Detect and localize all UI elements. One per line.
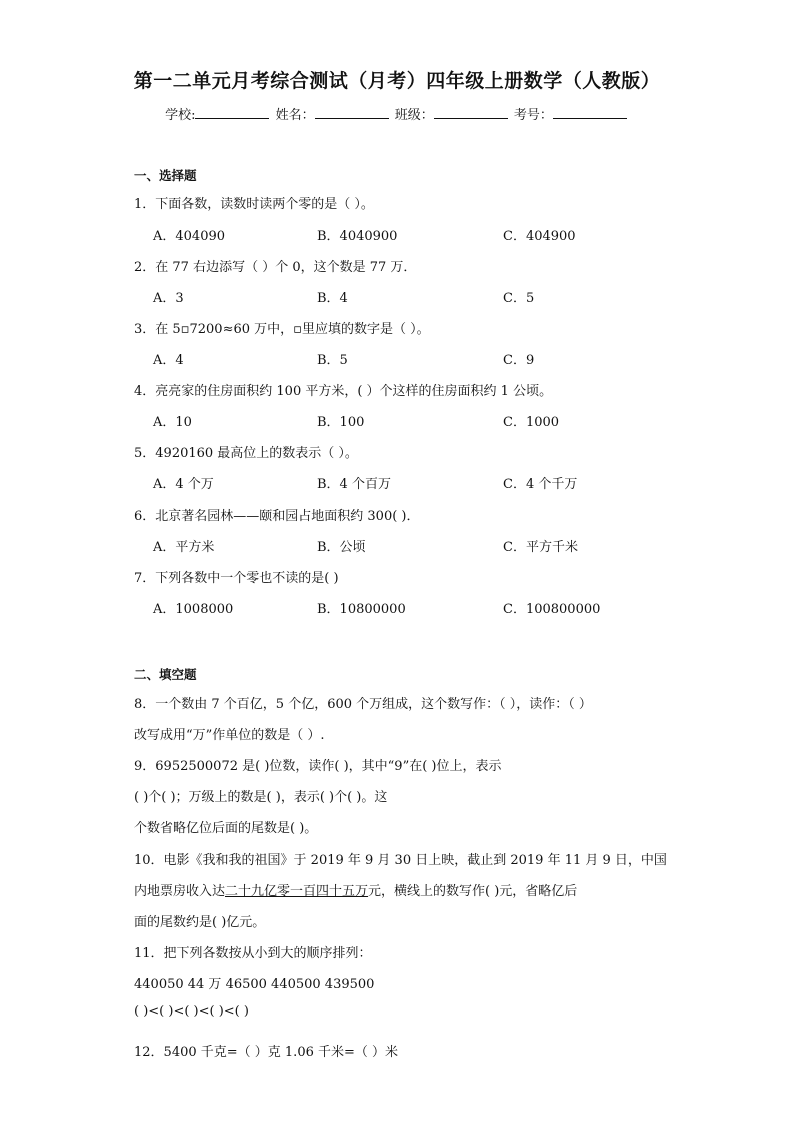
question-11-stem: 11．把下列各数按从小到大的顺序排列： bbox=[134, 946, 372, 961]
option-c[interactable]: C．平方千米 bbox=[503, 540, 578, 555]
question-10-text: 元，横线上的数写作( )元，省略亿后 bbox=[368, 884, 578, 899]
question-stem: 7．下列各数中一个零也不读的是( ) bbox=[134, 571, 339, 586]
question-stem: 6．北京著名园林——颐和园占地面积约 300( )． bbox=[134, 509, 420, 524]
name-blank[interactable] bbox=[315, 105, 389, 119]
school-label: 学校: bbox=[165, 108, 196, 123]
question-10-line-2 bbox=[134, 880, 577, 899]
question-8-line-2: 改写成用“万”作单位的数是（ ）. bbox=[134, 728, 325, 743]
option-b[interactable]: B．4040900 bbox=[317, 229, 398, 244]
question-stem: 3．在 5▫7200≈60 万中，▫里应填的数字是（ ）。 bbox=[134, 322, 430, 337]
school-blank[interactable] bbox=[195, 105, 269, 119]
question-9-line-3: 个数省略亿位后面的尾数是( )。 bbox=[134, 821, 318, 836]
question-11-order: ( )<( )<( )<( )<( ) bbox=[134, 1004, 249, 1019]
option-b[interactable]: B．公顷 bbox=[317, 540, 366, 555]
option-b[interactable]: B．5 bbox=[317, 353, 348, 368]
question-9-line-2: ( )个( )；万级上的数是( )，表示( )个( )。这 bbox=[134, 790, 388, 805]
question-stem: 2．在 77 右边添写（ ）个 0，这个数是 77 万． bbox=[134, 260, 417, 275]
question-9-line-1: 9．6952500072 是( )位数，读作( )，其中“9”在( )位上，表示 bbox=[134, 759, 502, 774]
option-c[interactable]: C．100800000 bbox=[503, 602, 601, 617]
question-12: 12．5400 千克=（ ）克 1.06 千米=（ ）米 bbox=[134, 1045, 399, 1060]
question-10-line-3: 面的尾数约是( )亿元。 bbox=[134, 915, 266, 930]
option-b[interactable]: B．10800000 bbox=[317, 602, 406, 617]
section-heading-choice: 一、选择题 bbox=[134, 168, 197, 183]
class-blank[interactable] bbox=[434, 105, 508, 119]
underlined-number: 二十九亿零一百四十五万 bbox=[225, 884, 369, 899]
question-10-line-1: 10．电影《我和我的祖国》于 2019 年 9 月 30 日上映，截止到 2019 年 11 月 9 日，中国 bbox=[134, 853, 667, 868]
question-stem: 4．亮亮家的住房面积约 100 平方米，( ）个这样的住房面积约 1 公顷。 bbox=[134, 384, 553, 399]
option-c[interactable]: C．4 个千万 bbox=[503, 477, 578, 492]
option-b[interactable]: B．100 bbox=[317, 415, 365, 430]
question-10-text: 内地票房收入达 bbox=[134, 884, 226, 899]
class-label: 班级： bbox=[394, 108, 434, 123]
option-a[interactable]: A．平方米 bbox=[153, 540, 215, 555]
option-a[interactable]: A．4 bbox=[153, 353, 184, 368]
page-title: 第一二单元月考综合测试（月考）四年级上册数学（人教版） bbox=[133, 70, 661, 92]
option-c[interactable]: C．9 bbox=[503, 353, 535, 368]
option-a[interactable]: A．3 bbox=[153, 291, 184, 306]
number-label: 考号： bbox=[513, 108, 553, 123]
option-c[interactable]: C．404900 bbox=[503, 229, 576, 244]
number-blank[interactable] bbox=[553, 105, 627, 119]
section-heading-fill: 二、填空题 bbox=[134, 667, 197, 682]
option-c[interactable]: C．5 bbox=[503, 291, 535, 306]
question-8-line-1: 8．一个数由 7 个百亿，5 个亿，600 个万组成，这个数写作：（ ），读作：（ ） bbox=[134, 697, 592, 712]
question-stem: 1．下面各数，读数时读两个零的是（ ）。 bbox=[134, 197, 374, 212]
name-label: 姓名： bbox=[275, 108, 315, 123]
option-b[interactable]: B．4 bbox=[317, 291, 348, 306]
student-info-row bbox=[0, 104, 794, 123]
option-a[interactable]: A．4 个万 bbox=[153, 477, 214, 492]
option-a[interactable]: A．10 bbox=[153, 415, 192, 430]
question-11-numbers: 440050 44 万 46500 440500 439500 bbox=[134, 977, 375, 992]
option-b[interactable]: B．4 个百万 bbox=[317, 477, 391, 492]
question-stem: 5．4920160 最高位上的数表示（ ）。 bbox=[134, 446, 358, 461]
option-c[interactable]: C．1000 bbox=[503, 415, 560, 430]
option-a[interactable]: A．1008000 bbox=[153, 602, 234, 617]
option-a[interactable]: A．404090 bbox=[153, 229, 226, 244]
